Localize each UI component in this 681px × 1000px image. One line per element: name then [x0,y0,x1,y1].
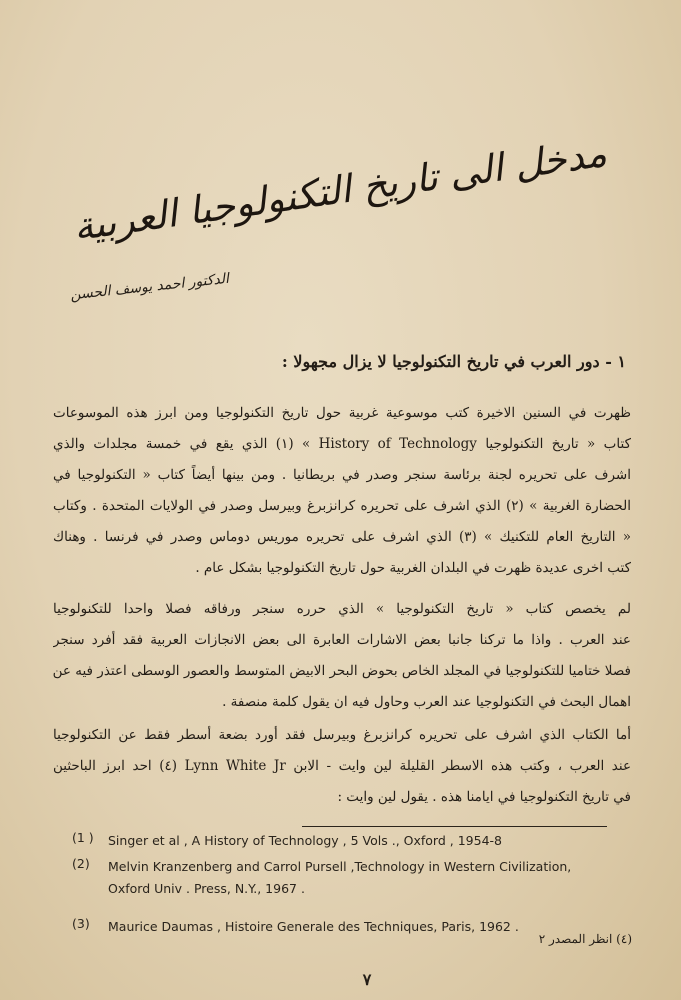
footnote-line: Melvin Kranzenberg and Carrol Pursell ,Technology in Western Civilization, [108,859,572,874]
paragraph-3 [53,720,631,813]
footnote-text [108,830,672,852]
footnote-number: (1 ) [72,830,94,845]
paragraph-line: كتاب « تاريخ التكنولوجيا History of Technology » (١) الذي يقع في خمسة مجلدات والذي [53,436,631,452]
footnote-1 [72,830,672,852]
paragraph-2 [53,594,631,718]
paragraph-line: اهمال البحث في التكنولوجيا عند العرب وحاول فيه ان يقول كلمة منصفة . [222,694,631,710]
paragraph-line: عند العرب ، وكتب هذه الاسطر القليلة لين وايت - الابن Lynn White Jr (٤) احد ابرز الباحثين [53,758,631,774]
paragraph-line: لم يخصص كتاب « تاريخ التكنولوجيا » الذي حرره سنجر ورفاقه فصلا واحدا للتكنولوجيا [53,601,631,617]
footnote-2 [72,856,672,900]
paragraph-line: « التاريخ العام للتكنيك » (٣) الذي اشرف على تحريره موريس دوماس وصدر في فرنسا . وهناك [53,529,631,545]
footnotes [72,830,672,938]
footnote-line: Oxford Univ . Press, N.Y., 1967 . [108,881,305,896]
author-name: الدكتور احمد يوسف الحسن [69,270,230,304]
paragraph-line: ظهرت في السنين الاخيرة كتب موسوعية غربية حول تاريخ التكنولوجيا ومن ابرز هذه الموسوعات [53,405,631,421]
footnote-4-source-note: (٤) انظر المصدر ٢ [538,932,632,946]
paragraph-line: أما الكتاب الذي اشرف على تحريره كرانزبرغ وبيرسل فقد أورد بضعة أسطر فقط عن التكنولوجيا [53,727,631,743]
footnote-number: (3) [72,916,90,931]
page-title: مدخل الى تاريخ التكنولوجيا العربية [70,130,610,250]
section-heading: ١ - دور العرب في تاريخ التكنولوجيا لا يزال مجهولا : [281,352,626,371]
paragraph-line: عند العرب . واذا ما تركنا جانبا بعض الاشارات العابرة الى بعض الانجازات العربية فقد أفرد سنجر [53,632,631,648]
footnote-text [108,856,672,900]
paragraph-line: فصلا ختاميا للتكنولوجيا في المجلد الخاص بحوض البحر الابيض المتوسط والعصور الوسطى اعتذر فيه عن [53,663,631,679]
page-number: ٧ [362,970,372,989]
paragraph-1 [53,398,631,584]
footnote-number: (2) [72,856,90,871]
footnote-line: Maurice Daumas , Histoire Generale des Techniques, Paris, 1962 . [108,919,519,934]
paragraph-line: الحضارة الغربية » (٢) الذي اشرف على تحريره كرانزبرغ وبيرسل وصدر في الولايات المتحدة . وكتاب [53,498,631,514]
paragraph-line: اشرف على تحريره لجنة برئاسة سنجر وصدر في بريطانيا . ومن بينها أيضاً كتاب « التكنولوجيا في [53,467,631,483]
paragraph-line: في تاريخ التكنولوجيا في ايامنا هذه . يقول لين وايت : [337,789,631,805]
footnote-separator [302,826,607,827]
paragraph-line: كتب اخرى عديدة ظهرت في البلدان الغربية حول تاريخ التكنولوجيا بشكل عام . [195,560,631,576]
footnote-line: Singer et al , A History of Technology , 5 Vols ., Oxford , 1954-8 [108,833,502,848]
